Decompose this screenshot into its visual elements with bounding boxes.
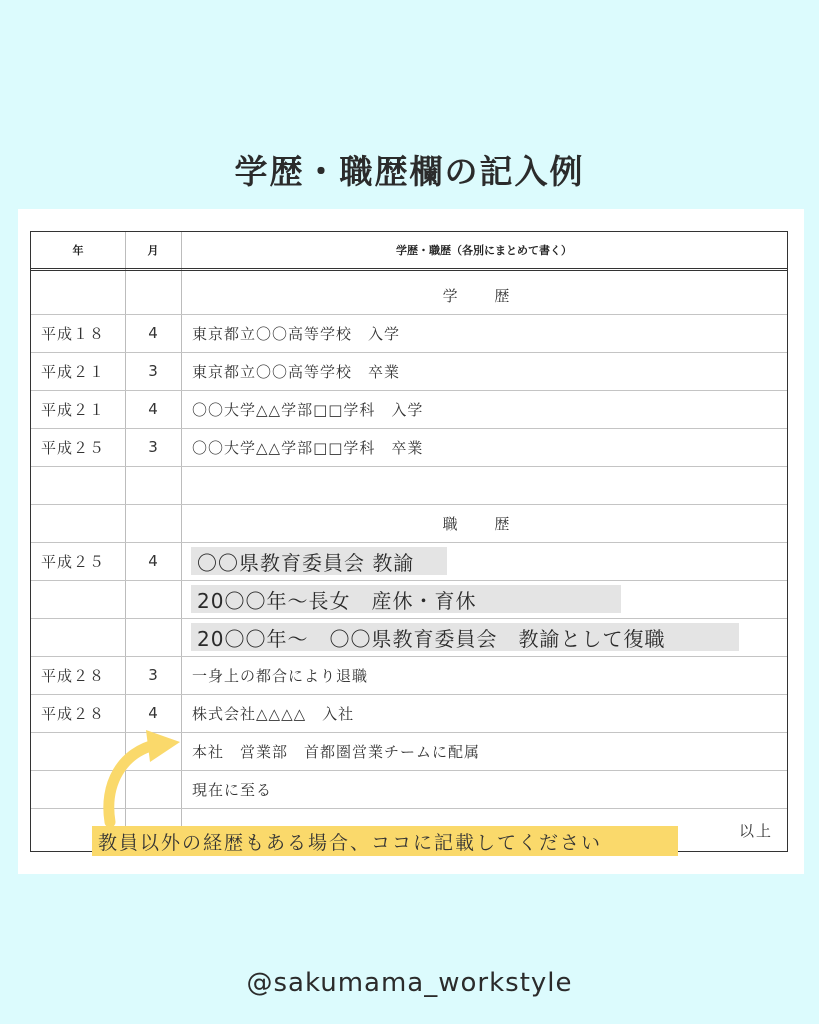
row-year: 平成２１ (41, 362, 106, 381)
row-desc: 本社 営業部 首都圏営業チームに配属 (192, 742, 481, 761)
end-label: 以上 (738, 822, 773, 840)
table-row (31, 352, 787, 391)
row-year: 平成２１ (41, 400, 106, 419)
callout-note: 教員以外の経歴もある場合、ココに記載してください (92, 826, 678, 856)
header-month: 月 (147, 244, 159, 257)
row-desc: 〇〇大学△△学部□□学科 卒業 (192, 438, 424, 457)
table-row (31, 314, 787, 353)
row-month: 4 (148, 324, 158, 342)
table-row (31, 656, 787, 695)
table-row (31, 504, 787, 543)
highlighted-entry: 〇〇県教育委員会 教諭 (191, 547, 447, 575)
row-desc: 一身上の都合により退職 (192, 666, 369, 685)
account-handle: @sakumama_workstyle (246, 968, 573, 998)
row-month: 4 (148, 552, 158, 570)
row-desc: 現在に至る (192, 780, 273, 799)
table-row (31, 390, 787, 429)
table-row (31, 428, 787, 467)
section-title-work: 職 歴 (442, 514, 526, 533)
row-month: 3 (148, 666, 158, 684)
table-row (31, 580, 787, 619)
row-month: 3 (148, 362, 158, 380)
curved-arrow-icon (96, 730, 196, 830)
row-month: 4 (148, 400, 158, 418)
row-year: 平成２５ (41, 438, 106, 457)
row-desc: 株式会社△△△△ 入社 (192, 704, 355, 723)
table-row (31, 694, 787, 733)
table-row (31, 276, 787, 315)
row-desc: 東京都立〇〇高等学校 卒業 (192, 362, 401, 381)
row-year: 平成２８ (41, 666, 106, 685)
row-year: 平成２５ (41, 552, 106, 571)
table-header (31, 232, 787, 271)
table-row (31, 542, 787, 581)
row-year: 平成１８ (41, 324, 106, 343)
table-row (31, 466, 787, 505)
row-desc: 〇〇大学△△学部□□学科 入学 (192, 400, 424, 419)
row-month: 3 (148, 438, 158, 456)
row-year: 平成２８ (41, 704, 106, 723)
table-row (31, 618, 787, 657)
row-month: 4 (148, 704, 158, 722)
page-title: 学歴・職歴欄の記入例 (234, 152, 585, 191)
section-title-education: 学 歴 (442, 286, 526, 305)
header-year: 年 (72, 244, 84, 257)
row-desc: 東京都立〇〇高等学校 入学 (192, 324, 401, 343)
highlighted-entry: 20〇〇年～ 〇〇県教育委員会 教諭として復職 (191, 623, 739, 651)
header-desc: 学歴・職歴（各別にまとめて書く） (396, 244, 572, 257)
highlighted-entry: 20〇〇年～長女 産休・育休 (191, 585, 621, 613)
